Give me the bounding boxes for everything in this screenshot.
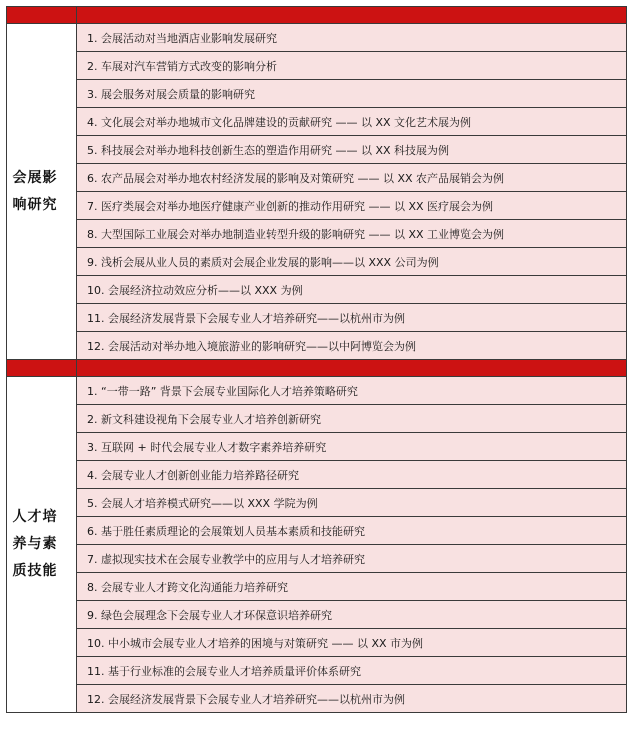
topic-text: 7. 医疗类展会对举办地医疗健康产业创新的推动作用研究 —— 以 XX 医疗展会为例 (77, 192, 627, 220)
topics-page (6, 6, 626, 713)
topic-row (7, 108, 627, 136)
topic-text: 2. 新文科建设视角下会展专业人才培养创新研究 (77, 405, 627, 433)
topic-row (7, 405, 627, 433)
topic-row (7, 461, 627, 489)
category-text (13, 165, 71, 219)
section-header-bar (7, 7, 627, 24)
header-cell-topics (77, 360, 627, 377)
category-line: 会展影 (12, 169, 58, 186)
topic-text: 5. 科技展会对举办地科技创新生态的塑造作用研究 —— 以 XX 科技展为例 (77, 136, 627, 164)
topic-row (7, 248, 627, 276)
category-line: 响研究 (12, 196, 58, 213)
header-cell-topics (77, 7, 627, 24)
topic-row (7, 377, 627, 405)
topic-text: 5. 会展人才培养模式研究——以 XXX 学院为例 (77, 489, 627, 517)
category-text (13, 504, 71, 585)
topic-row (7, 629, 627, 657)
topic-row (7, 304, 627, 332)
header-cell-category (7, 7, 77, 24)
header-cell-category (7, 360, 77, 377)
topic-text: 1. 会展活动对当地酒店业影响发展研究 (77, 24, 627, 52)
topic-row (7, 545, 627, 573)
category-line: 人才培 (12, 509, 58, 525)
topic-row (7, 192, 627, 220)
topic-text: 1. “一带一路” 背景下会展专业国际化人才培养策略研究 (77, 377, 627, 405)
topic-text: 8. 会展专业人才跨文化沟通能力培养研究 (77, 573, 627, 601)
topic-row (7, 276, 627, 304)
research-topics-table (6, 6, 627, 713)
topic-text: 9. 浅析会展从业人员的素质对会展企业发展的影响——以 XXX 公司为例 (77, 248, 627, 276)
topic-row (7, 220, 627, 248)
topic-text: 9. 绿色会展理念下会展专业人才环保意识培养研究 (77, 601, 627, 629)
topic-row (7, 24, 627, 52)
topic-row (7, 52, 627, 80)
topic-text: 6. 基于胜任素质理论的会展策划人员基本素质和技能研究 (77, 517, 627, 545)
category-line: 养与素 (12, 536, 58, 552)
topic-row (7, 685, 627, 713)
topic-text: 4. 会展专业人才创新创业能力培养路径研究 (77, 461, 627, 489)
topic-text: 12. 会展活动对举办地入境旅游业的影响研究——以中阿博览会为例 (77, 332, 627, 360)
category-label (7, 377, 77, 713)
section-header-bar (7, 360, 627, 377)
topic-text: 3. 展会服务对展会质量的影响研究 (77, 80, 627, 108)
topic-text: 2. 车展对汽车营销方式改变的影响分析 (77, 52, 627, 80)
topic-row (7, 332, 627, 360)
topic-row (7, 80, 627, 108)
topic-text: 10. 中小城市会展专业人才培养的困境与对策研究 —— 以 XX 市为例 (77, 629, 627, 657)
topic-row (7, 657, 627, 685)
topic-text: 4. 文化展会对举办地城市文化品牌建设的贡献研究 —— 以 XX 文化艺术展为例 (77, 108, 627, 136)
topic-text: 7. 虚拟现实技术在会展专业教学中的应用与人才培养研究 (77, 545, 627, 573)
topic-row (7, 601, 627, 629)
category-label (7, 24, 77, 360)
topic-row (7, 489, 627, 517)
topic-text: 10. 会展经济拉动效应分析——以 XXX 为例 (77, 276, 627, 304)
topic-row (7, 517, 627, 545)
topic-row (7, 136, 627, 164)
topic-text: 11. 会展经济发展背景下会展专业人才培养研究——以杭州市为例 (77, 304, 627, 332)
topic-text: 8. 大型国际工业展会对举办地制造业转型升级的影响研究 —— 以 XX 工业博览会为例 (77, 220, 627, 248)
topic-row (7, 164, 627, 192)
table-body (7, 7, 627, 713)
category-line: 质技能 (12, 563, 58, 579)
topic-row (7, 433, 627, 461)
topic-text: 12. 会展经济发展背景下会展专业人才培养研究——以杭州市为例 (77, 685, 627, 713)
topic-text: 11. 基于行业标准的会展专业人才培养质量评价体系研究 (77, 657, 627, 685)
topic-text: 3. 互联网 + 时代会展专业人才数字素养培养研究 (77, 433, 627, 461)
topic-text: 6. 农产品展会对举办地农村经济发展的影响及对策研究 —— 以 XX 农产品展销会为例 (77, 164, 627, 192)
topic-row (7, 573, 627, 601)
